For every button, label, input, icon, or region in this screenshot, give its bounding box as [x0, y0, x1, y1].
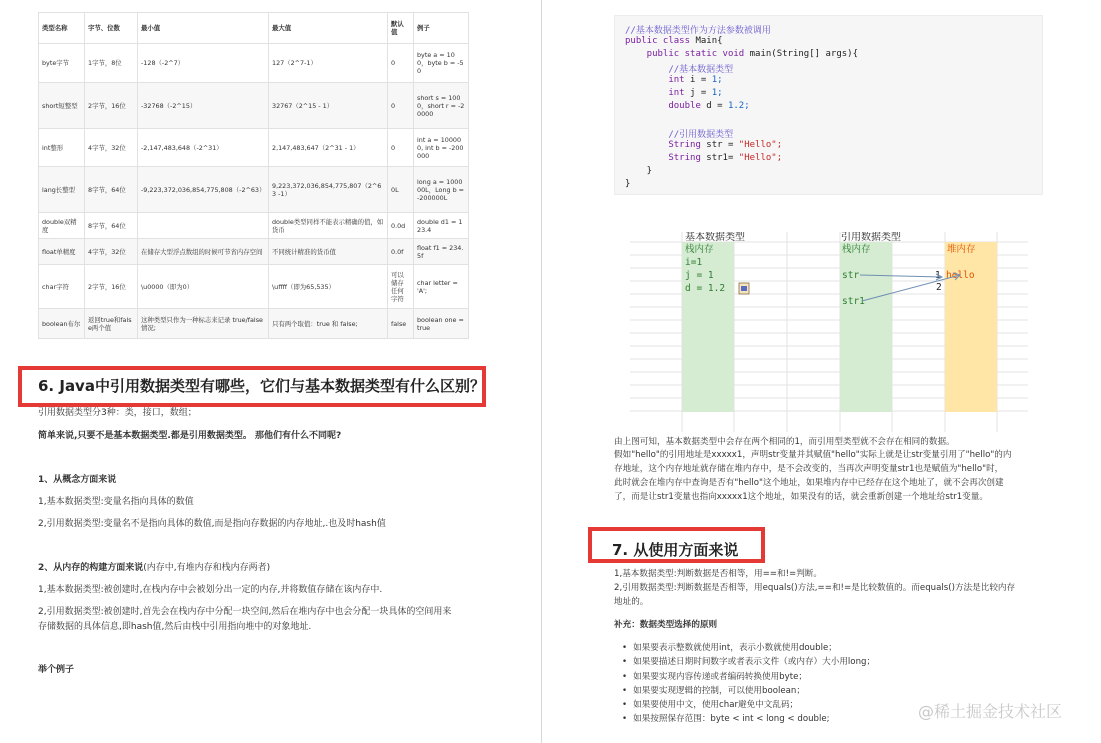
memory-point-1: 1,基本数据类型:被创建时,在栈内存中会被划分出一定的内存,并将数值存储在该内存中. — [38, 585, 383, 595]
concept-point-1: 1,基本数据类型:变量名指向具体的数值 — [38, 497, 194, 507]
table-cell: double双精度 — [39, 213, 85, 239]
table-cell: 4字节，32位 — [85, 129, 138, 167]
ref-stack-label: 栈内存 — [842, 244, 871, 255]
table-row — [39, 129, 469, 167]
table-cell: 在储存大型浮点数组的时候可节省内存空间 — [138, 239, 269, 265]
supplement-heading: 补充：数据类型选择的原则 — [614, 620, 718, 630]
ref-type-title: 引用数据类型 — [841, 232, 901, 243]
table-cell: float f1 = 234.5f — [414, 239, 469, 265]
heap-value-hello: hello — [946, 270, 975, 281]
memory-diagram — [630, 232, 1028, 432]
code-line: public static void main(String[] args){ — [625, 49, 858, 59]
summary-text: 简单来说,只要不是基本数据类型.都是引用数据类型。 那他们有什么不同呢? — [38, 431, 342, 441]
table-cell: -32768（-2^15） — [138, 83, 269, 129]
table-cell: 2字节，16位 — [85, 83, 138, 129]
table-row — [39, 309, 469, 339]
basic-var-d: d = 1.2 — [685, 283, 726, 294]
code-line: //引用数据类型 — [625, 130, 734, 140]
subsection-memory — [38, 560, 270, 573]
heap-column — [945, 242, 997, 412]
memory-point-2-line1: 2,引用数据类型:被创建时,首先会在栈内存中分配一块空间,然后在堆内存中也会分配一块具体的空间用来 — [38, 607, 452, 617]
list-item: • 如果要实现内容传递或者编码转换使用byte； — [622, 670, 807, 682]
heap-addr-2: 2 — [936, 282, 942, 293]
table-cell: long a = 100000L，Long b = -200000L — [414, 167, 469, 213]
heap-addr-1: 1 — [935, 270, 941, 281]
explanation-p3: 存地址，这个内存地址就存储在堆内存中，是不会改变的，当再次声明变量str1也是赋值为"hello"时， — [614, 464, 1004, 474]
table-cell: 2,147,483,647（2^31 - 1） — [269, 129, 388, 167]
table-cell: 0.0d — [388, 213, 414, 239]
table-row — [39, 239, 469, 265]
code-line: } — [625, 166, 653, 176]
ref-stack-column — [840, 242, 892, 412]
clipboard-icon — [739, 283, 749, 294]
table-cell: 0.0f — [388, 239, 414, 265]
table-cell: 只有两个取值：true 和 false; — [269, 309, 388, 339]
watermark: @稀土掘金技术社区 — [918, 702, 1063, 721]
intro-text: 引用数据类型分3种：类，接口，数组； — [38, 408, 197, 418]
list-item: • 如果按照保存范围：byte < int < long < double; — [622, 712, 830, 724]
table-cell: short短整型 — [39, 83, 85, 129]
subsection-memory-note: (内存中,有堆内存和栈内存两者) — [143, 563, 271, 573]
heap-label: 堆内存 — [947, 244, 976, 255]
explanation-p1: 由上图可知，基本数据类型中会存在两个相同的1，而引用型类型就不会存在相同的数据。 — [614, 437, 955, 447]
explanation-p2: 假如"hello"的引用地址是xxxxx1，声明str变量并其赋值"hello"实际上就是让str变量引用了"hello"的内 — [614, 450, 1012, 460]
table-cell: false — [388, 309, 414, 339]
usage-point-2-cont: 地址的。 — [614, 597, 649, 607]
table-cell: short s = 1000，short r = -20000 — [414, 83, 469, 129]
table-cell — [138, 213, 269, 239]
code-line: public class Main{ — [625, 36, 723, 46]
concept-point-2: 2,引用数据类型:变量名不是指向具体的数值,而是指向存数据的内存地址,.也及时hash值 — [38, 519, 386, 529]
usage-point-1: 1,基本数据类型:判断数据是否相等，用==和!=判断。 — [614, 569, 823, 579]
page-divider — [541, 0, 542, 743]
list-item: • 如果要表示整数就使用int，表示小数就使用double； — [622, 641, 837, 653]
table-cell: \u0000（即为0） — [138, 265, 269, 309]
code-line: int j = 1; — [625, 88, 723, 98]
basic-var-i: i=1 — [685, 257, 703, 268]
table-cell: 32767（2^15 - 1） — [269, 83, 388, 129]
table-cell: double d1 = 123.4 — [414, 213, 469, 239]
table-cell: boolean布尔 — [39, 309, 85, 339]
table-cell: byte字节 — [39, 44, 85, 83]
table-header: 最大值 — [269, 13, 388, 44]
table-cell: 可以储存任何字符 — [388, 265, 414, 309]
subsection-memory-title: 2、从内存的构建方面来说 — [38, 563, 144, 573]
table-cell: 8字节，64位 — [85, 213, 138, 239]
explanation-p5: 了，而是让str1变量也指向xxxxx1这个地址，如果没有的话，就会重新创建一个地址给str1变量。 — [614, 492, 988, 502]
explanation-p4: 此时就会在堆内存中查询是否有"hello"这个地址，如果堆内存中已经存在这个地址了，就不会再次创建 — [614, 478, 1004, 488]
ref-var-str: str — [842, 270, 860, 281]
subsection-concept: 1、从概念方面来说 — [38, 475, 117, 485]
list-item: • 如果要使用中文，使用char避免中文乱码； — [622, 698, 798, 710]
table-cell: byte a = 100，byte b = -50 — [414, 44, 469, 83]
table-cell: int a = 100000, int b = -200000 — [414, 129, 469, 167]
code-line: String str1= "Hello"; — [625, 153, 783, 163]
code-line: String str = "Hello"; — [625, 140, 783, 150]
table-cell: lang长整型 — [39, 167, 85, 213]
memory-point-2-line2: 存储数据的具体信息,即hash值,然后由栈中引用指向堆中的对象地址. — [38, 622, 312, 632]
table-cell: 不同统计精准的货币值 — [269, 239, 388, 265]
table-row — [39, 213, 469, 239]
table-cell: double类型同样不能表示精确的值，如货币 — [269, 213, 388, 239]
table-header: 最小值 — [138, 13, 269, 44]
usage-point-2: 2,引用数据类型:判断数据是否相等，用equals()方法,==和!=是比较数值的。而equals()方法是比较内存 — [614, 583, 1016, 593]
code-line: } — [625, 179, 631, 189]
table-row — [39, 83, 469, 129]
example-heading: 举个例子 — [38, 665, 75, 675]
list-item: • 如果要实现逻辑的控制，可以使用boolean； — [622, 684, 805, 696]
table-cell: char字符 — [39, 265, 85, 309]
code-block — [614, 15, 1043, 195]
table-cell: 0 — [388, 44, 414, 83]
table-cell: 0 — [388, 83, 414, 129]
table-header: 字节、位数 — [85, 13, 138, 44]
table-header: 例子 — [414, 13, 469, 44]
data-type-table — [38, 12, 469, 339]
table-cell: 4字节，32位 — [85, 239, 138, 265]
basic-stack-label: 栈内存 — [685, 244, 714, 255]
table-cell: boolean one = true — [414, 309, 469, 339]
table-row — [39, 265, 469, 309]
code-line: //基本数据类型 — [625, 65, 734, 75]
table-cell: float单精度 — [39, 239, 85, 265]
table-cell: \uffff（即为65,535） — [269, 265, 388, 309]
section-6-heading: 6. Java中引用数据类型有哪些，它们与基本数据类型有什么区别？ — [38, 377, 485, 395]
basic-var-j: j = 1 — [685, 270, 714, 281]
table-cell: 2字节，16位 — [85, 265, 138, 309]
basic-type-title: 基本数据类型 — [685, 232, 745, 243]
ref-var-str1: str1 — [842, 296, 865, 307]
table-cell: -2,147,483,648（-2^31） — [138, 129, 269, 167]
table-cell: 返回true和false两个值 — [85, 309, 138, 339]
table-cell: char letter = 'A'; — [414, 265, 469, 309]
table-row — [39, 167, 469, 213]
table-cell: 1字节，8位 — [85, 44, 138, 83]
code-line: int i = 1; — [625, 75, 723, 85]
table-cell: 0L — [388, 167, 414, 213]
table-cell: -128（-2^7） — [138, 44, 269, 83]
table-cell: 127（2^7-1） — [269, 44, 388, 83]
table-cell: 这种类型只作为一种标志来记录 true/false 情况; — [138, 309, 269, 339]
table-header-row — [39, 13, 469, 44]
code-line: double d = 1.2; — [625, 101, 750, 111]
section-7-heading: 7. 从使用方面来说 — [612, 541, 739, 559]
table-row — [39, 44, 469, 83]
table-cell: -9,223,372,036,854,775,808（-2^63） — [138, 167, 269, 213]
table-cell: 8字节，64位 — [85, 167, 138, 213]
list-item: • 如果要描述日期时间数字或者表示文件（或内存）大小用long； — [622, 655, 875, 667]
table-header: 类型名称 — [39, 13, 85, 44]
table-cell: 0 — [388, 129, 414, 167]
code-line: //基本数据类型作为方法参数被调用 — [625, 26, 771, 36]
table-header: 默认值 — [388, 13, 414, 44]
table-cell: 9,223,372,036,854,775,807（2^63 -1） — [269, 167, 388, 213]
table-cell: int整形 — [39, 129, 85, 167]
